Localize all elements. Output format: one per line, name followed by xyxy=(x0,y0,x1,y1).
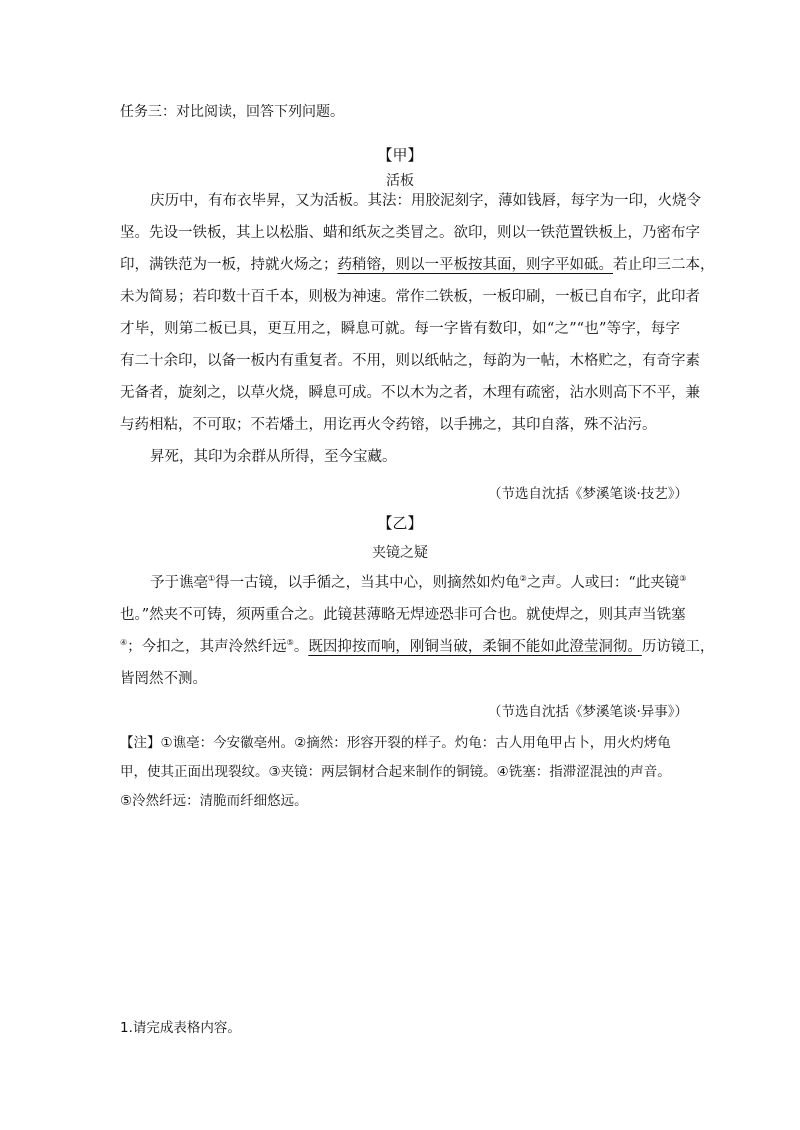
text-line xyxy=(120,249,715,281)
text-line: 与药相粘，不可取；不若燔土，用讫再火令药镕，以手拂之，其印自落，殊不沾污。 xyxy=(120,417,657,433)
footnote-marker: ⑤ xyxy=(286,638,294,647)
source-citation-b: （节选自沈括《梦溪笔谈·异事》） xyxy=(487,704,688,720)
text-line: 也。”然夹不可铸，须两重合之。此镜甚薄略无焊迹恐非可合也。就使焊之，则其声当铣塞 xyxy=(120,607,686,623)
text-segment: 之声。人或曰：“此夹镜 xyxy=(526,575,680,591)
passage-b-paragraph xyxy=(120,567,715,695)
footnote-marker: ② xyxy=(519,574,527,583)
text-segment: ；今扣之，其声泠然纤远 xyxy=(127,639,287,655)
text-line: 无备者，旋刻之，以草火烧，瞬息可成。不以木为之者，木理有疏密，沾水则高下不平，兼 xyxy=(120,385,700,401)
text-segment: 得一古镜，以手循之，当其中心，则摘然如灼龟 xyxy=(215,575,520,591)
text-segment: 予于谯亳 xyxy=(150,575,208,591)
text-segment: 若止印三二本， xyxy=(613,257,715,273)
source-citation-a: （节选自沈括《梦溪笔谈·技艺》） xyxy=(487,486,688,502)
text-line xyxy=(120,567,687,599)
section-title-b: 夹镜之疑 xyxy=(372,545,428,561)
annotation-notes xyxy=(120,729,686,816)
text-line: 皆罔然不测。 xyxy=(120,671,207,687)
text-line: 有二十余印，以备一板内有重复者。不用，则以纸帖之，每韵为一帖，木格贮之，有奇字素 xyxy=(120,353,700,369)
footnote-marker: ① xyxy=(208,574,216,583)
footnote-marker: ③ xyxy=(679,574,687,583)
note-line: 【注】①谯亳：今安徽亳州。②摘然：形容开裂的样子。灼龟：古人用龟甲占卜，用火灼烤龟 xyxy=(120,735,671,751)
note-line: ⑤泠然纤远：清脆而纤细悠远。 xyxy=(120,793,308,809)
footnote-marker: ④ xyxy=(120,638,128,647)
section-label-a: 【甲】 xyxy=(377,146,423,164)
question-1: 1.请完成表格内容。 xyxy=(120,1020,241,1036)
text-line xyxy=(120,631,715,663)
text-line: 未为简易；若印数十百千本，则极为神速。常作二铁板，一板印刷，一板已自布字，此印者 xyxy=(120,289,700,305)
note-line: 甲，使其正面出现裂纹。③夹镜：两层铜材合起来制作的铜镜。④铣塞：指滞涩混浊的声音。 xyxy=(120,764,671,780)
text-segment: 印，满铁范为一板，持就火炀之； xyxy=(120,257,338,273)
passage-a-paragraph-1 xyxy=(120,185,715,441)
underlined-sentence: 既因抑按而响，刚铜当破，柔铜不能如此澄莹洞彻。 xyxy=(308,639,642,655)
text-segment: 。 xyxy=(293,639,309,655)
underlined-sentence: 药稍镕，则以一平板按其面，则字平如砥。 xyxy=(337,257,613,273)
text-line: 昇死，其印为余群从所得，至今宝藏。 xyxy=(150,449,397,465)
text-line: 坚。先设一铁板，其上以松脂、蜡和纸灰之类冒之。欲印，则以一铁范置铁板上，乃密布字 xyxy=(120,225,700,241)
text-segment: 历访镜工， xyxy=(641,639,715,655)
section-label-b: 【乙】 xyxy=(377,514,423,532)
task-heading: 任务三：对比阅读，回答下列问题。 xyxy=(120,104,344,120)
section-title-a: 活板 xyxy=(386,173,414,189)
text-line: 才毕，则第二板已具，更互用之，瞬息可就。每一字皆有数印，如“之”“也”等字，每字 xyxy=(120,321,680,337)
passage-a-paragraph-2 xyxy=(120,441,680,473)
text-line: 庆历中，有布衣毕昇，又为活板。其法：用胶泥刻字，薄如钱唇，每字为一印，火烧令 xyxy=(150,193,701,209)
